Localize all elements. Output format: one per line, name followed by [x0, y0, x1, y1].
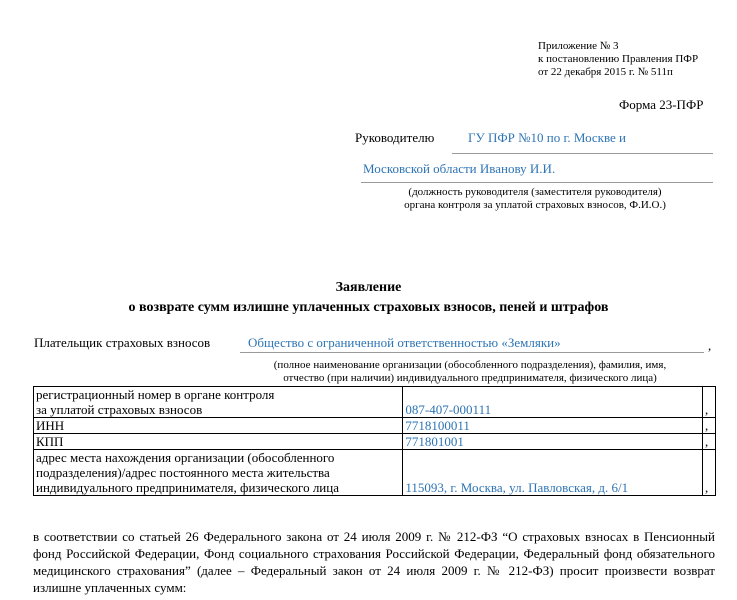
recipient-label: Руководителю [355, 130, 435, 145]
registration-value: 087-407-000111 [405, 402, 492, 417]
address-value-cell[interactable] [403, 450, 703, 496]
appendix-line-2: к постановлению Правления ПФР [538, 53, 699, 65]
address-value: 115093, г. Москва, ул. Павловская, д. 6/1 [405, 480, 629, 495]
inn-comma: , [705, 418, 709, 433]
payer-field[interactable] [240, 335, 704, 353]
registration-label-line-2: за уплатой страховых взносов [36, 402, 203, 417]
address-comma: , [705, 480, 709, 495]
appendix-header [538, 40, 698, 79]
recipient-value-1: ГУ ПФР №10 по г. Москве и [468, 130, 627, 145]
document-title [0, 278, 737, 318]
inn-label-cell [34, 418, 403, 434]
kpp-value: 771801001 [405, 434, 464, 449]
inn-value: 7718100011 [405, 418, 470, 433]
payer-comma: , [708, 338, 712, 353]
registration-value-cell[interactable] [403, 387, 703, 418]
kpp-value-cell[interactable] [403, 434, 703, 450]
address-label-line-1: адрес места нахождения организации (обособленного [36, 450, 335, 465]
address-label-cell [34, 450, 403, 496]
table-row-inn [34, 418, 716, 434]
kpp-label: КПП [36, 434, 64, 449]
recipient-field-line-2[interactable] [361, 161, 713, 183]
inn-value-cell[interactable] [403, 418, 703, 434]
title-line-1: Заявление [335, 280, 402, 295]
payer-hint-line-2: отчество (при наличии) индивидуального предпринимателя, физического лица) [283, 372, 657, 384]
recipient-field-line-1[interactable] [452, 130, 713, 154]
inn-comma-cell [703, 418, 716, 434]
table-row-kpp [34, 434, 716, 450]
kpp-label-cell [34, 434, 403, 450]
kpp-comma-cell [703, 434, 716, 450]
form-name: Форма 23-ПФР [619, 97, 704, 112]
address-label-line-2: подразделения)/адрес постоянного места жительства [36, 465, 330, 480]
payer-hint-line-1: (полное наименование организации (обособленного подразделения), фамилия, имя, [273, 359, 667, 371]
recipient-value-2: Московской области Иванову И.И. [363, 161, 556, 176]
payer-details-table [33, 386, 716, 496]
registration-comma-cell [703, 387, 716, 418]
appendix-line-3: от 22 декабря 2015 г. № 511п [538, 66, 673, 78]
recipient-hint-line-1: (должность руководителя (заместителя руководителя) [408, 186, 662, 198]
recipient-hint-line-2: органа контроля за уплатой страховых взносов, Ф.И.О.) [404, 199, 666, 211]
title-line-2: о возврате сумм излишне уплаченных страховых взносов, пеней и штрафов [128, 300, 609, 315]
body-paragraph: в соответствии со статьей 26 Федерального закона от 24 июля 2009 г. № 212-ФЗ “О страховых взносах в Пенсионный фонд Российской Федерации, Фонд социального страхования Российской Федерации, Федеральный фонд обязательного медицинского страхования” (далее – Федеральный закон от 24 июля 2009 г. № 212-ФЗ) просит произвести возврат излишне уплаченных сумм: [33, 529, 715, 595]
registration-label-cell [34, 387, 403, 418]
payer-value: Общество с ограниченной ответственностью «Земляки» [248, 335, 561, 350]
table-row-registration [34, 387, 716, 418]
payer-hint [240, 359, 700, 385]
inn-label: ИНН [36, 418, 65, 433]
recipient-hint [380, 186, 690, 212]
appendix-line-1: Приложение № 3 [538, 40, 619, 52]
kpp-comma: , [705, 434, 709, 449]
payer-label: Плательщик страховых взносов [34, 335, 211, 350]
address-label-line-3: индивидуального предпринимателя, физического лица [36, 480, 339, 495]
registration-label-line-1: регистрационный номер в органе контроля [36, 387, 275, 402]
table-row-address [34, 450, 716, 496]
registration-comma: , [705, 402, 709, 417]
address-comma-cell [703, 450, 716, 496]
